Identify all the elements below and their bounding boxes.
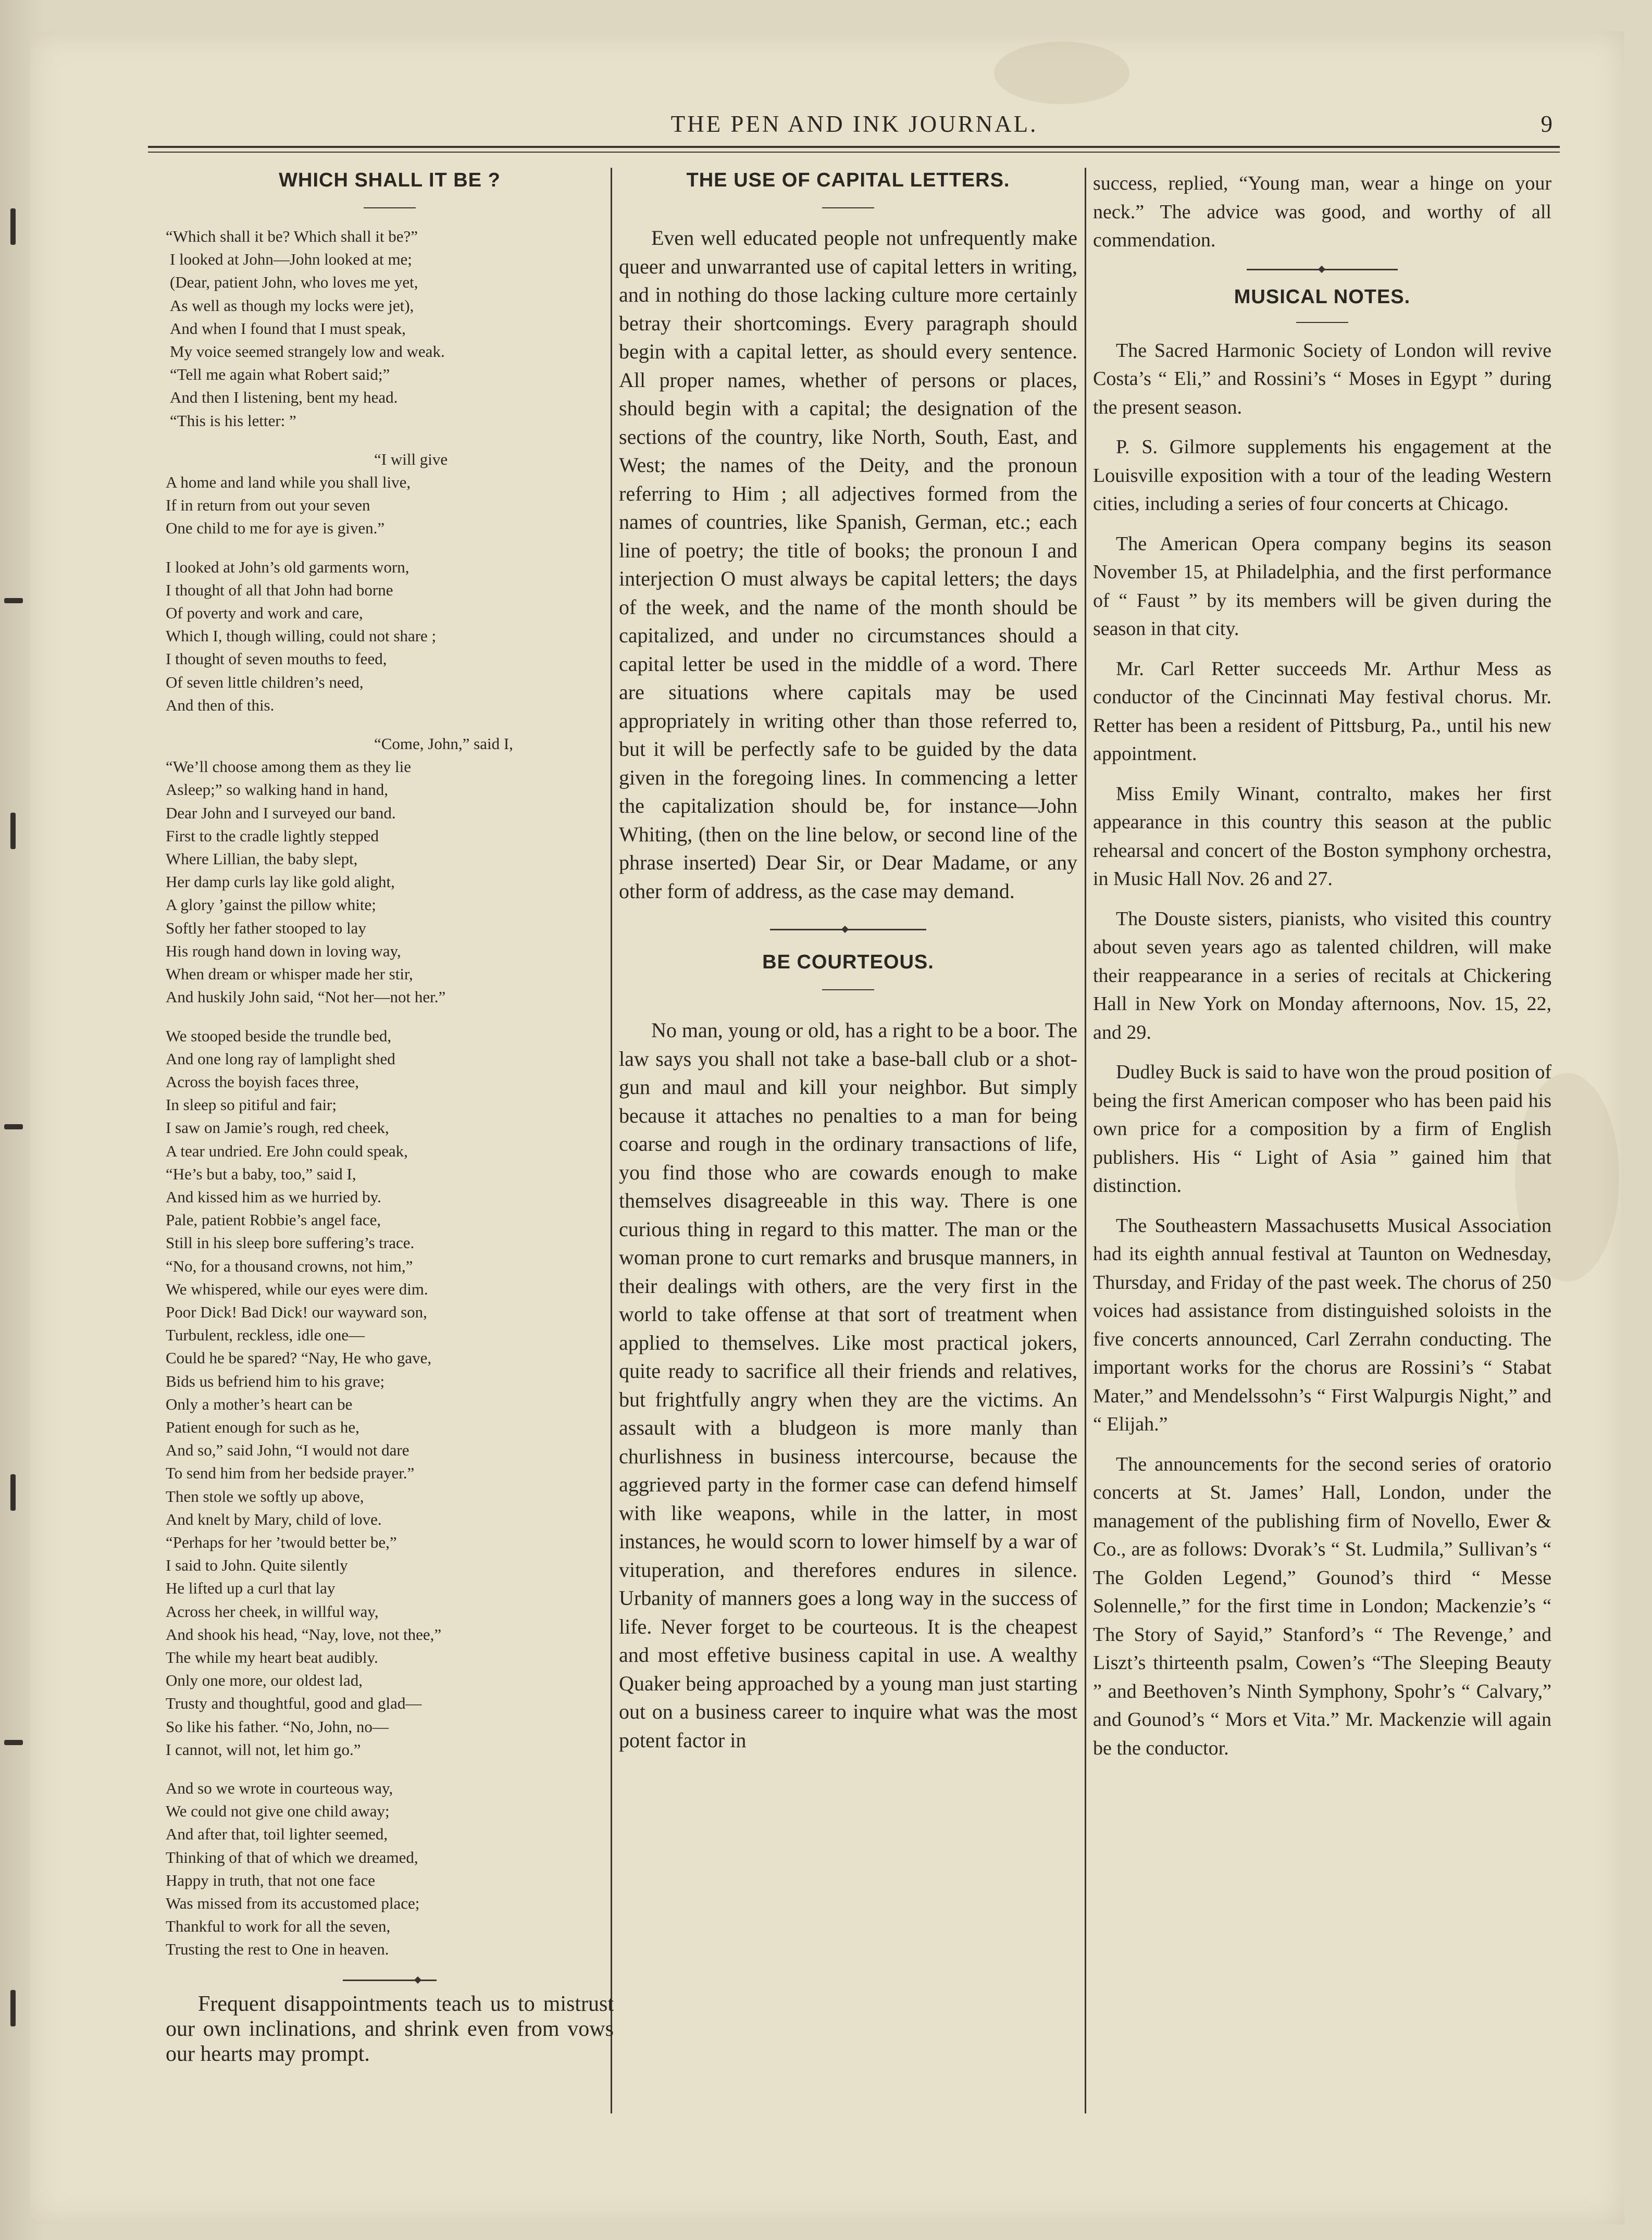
poem-line: “We’ll choose among them as they lie (166, 757, 411, 776)
closing-quote: Frequent disappointments teach us to mistrust our own inclinations, and shrink even from vows our hearts may prompt. (166, 1992, 614, 2066)
poem-line: As well as though my locks were jet), (170, 296, 414, 315)
poem-line: And shook his head, “Nay, love, not thee,” (166, 1625, 442, 1644)
poem-line: Was missed from its accustomed place; (166, 1894, 420, 1913)
poem-line: Patient enough for such as he, (166, 1417, 359, 1436)
poem-line: And huskily John said, “Not her—not her.” (166, 988, 446, 1006)
poem-stanza (166, 225, 614, 432)
poem-line: We stooped beside the trundle bed, (166, 1026, 392, 1045)
poem-line: When dream or whisper made her stir, (166, 965, 413, 984)
poem-line: The while my heart beat audibly. (166, 1648, 378, 1666)
poem-line: If in return from out your seven (166, 496, 370, 515)
courteous-continuation: success, replied, “Young man, wear a hinge on your neck.” The advice was good, and worthy of all commendation. (1093, 172, 1551, 251)
paper-stain (994, 42, 1129, 104)
musical-notes-title: MUSICAL NOTES. (1234, 285, 1411, 308)
poem-line: To send him from her bedside prayer.” (166, 1464, 415, 1483)
poem-line: Trusting the rest to One in heaven. (166, 1940, 389, 1959)
poem-line: Could he be spared? “Nay, He who gave, (166, 1349, 432, 1367)
title-rule (364, 207, 416, 208)
capital-letters-title: THE USE OF CAPITAL LETTERS. (686, 169, 1010, 191)
capital-letters-body: Even well educated people not unfrequently make queer and unwarranted use of capital letters in writing, and in nothing do those lacking culture more certainly betray their shortcomings. Every paragraph should begin with a capital letter, as should every sentence. All proper names, whether of persons or places, should begin with a capital; the designation of the sections of the country, like North, South, East, and West; the names of the Deity, and the pronoun referring to Him ; all adjectives formed from the names of countries, like Spanish, German, etc.; each line of poetry; the title of books; the pronoun I and interjection O must always be capital letters; the days of the week, and the name of the month should be capitalized, and under no circumstances should a capital letter be used in the middle of a word. There are situations where capitals may be used appropriately in writing other than those referred to, but it will be perfectly safe to be guided by the data given in the foregoing lines. In commencing a letter the capitalization should be, for instance—John Whiting, (then on the line below, or second line of the phrase inserted) Dear Sir, or Dear Madame, or any other form of address, as the case may demand. (619, 226, 1077, 903)
running-head (156, 110, 1552, 142)
poem-line: Across the boyish faces three, (166, 1072, 359, 1091)
poem-line: I thought of seven mouths to feed, (166, 650, 387, 668)
poem-line: One child to me for aye is given.” (166, 519, 385, 538)
poem-line: He lifted up a curl that lay (166, 1579, 336, 1598)
poem-line: And kissed him as we hurried by. (166, 1187, 381, 1206)
poem-line: “Which shall it be? Which shall it be?” (166, 227, 418, 245)
poem-line: And then of this. (166, 695, 275, 714)
musical-note: Dudley Buck is said to have won the proud position of being the first American composer who has been paid his own price for a composition by a firm of English publishers. His “ Light of Asia ” gained him that distinction. (1093, 1061, 1551, 1197)
poem-line: I cannot, will not, let him go.” (166, 1740, 361, 1759)
binding-stitch (4, 598, 23, 603)
poem-line: We could not give one child away; (166, 1802, 390, 1821)
poem-line: Happy in truth, that not one face (166, 1871, 376, 1889)
poem-line: “Come, John,” said I, (374, 735, 513, 753)
poem-line: Where Lillian, the baby slept, (166, 850, 358, 868)
binding-stitch (4, 1740, 23, 1745)
poem-stanza (166, 1025, 614, 1762)
poem-line: Then stole we softly up above, (166, 1487, 364, 1505)
poem-line: “Perhaps for her ’twould better be,” (166, 1533, 397, 1551)
poem-line: Which I, though willing, could not share ; (166, 627, 437, 645)
binding-stitch (10, 1474, 16, 1511)
page-number: 9 (1541, 111, 1552, 137)
poem-line: His rough hand down in loving way, (166, 941, 401, 960)
poem-line: Of poverty and work and care, (166, 604, 363, 623)
be-courteous-title: BE COURTEOUS. (762, 951, 934, 973)
poem-stanza (166, 1777, 614, 1961)
musical-note: The Southeastern Massachusetts Musical Association had its eighth annual festival at Taunton on Wednesday, Thursday, and Friday of the past week. The chorus of 250 voices had assistance from distinguished soloists in the five concerts announced, Carl Zerrahn conducting. The important works for the chorus are Rossini’s “ Stabat Mater,” and Mendelssohn’s “ First Walpurgis Night,” and “ Elijah.” (1093, 1214, 1551, 1435)
poem-line: I thought of all that John had borne (166, 580, 393, 599)
poem-stanza (166, 556, 614, 717)
poem-line: “He’s but a baby, too,” said I, (166, 1164, 356, 1183)
poem-line: Thankful to work for all the seven, (166, 1917, 391, 1936)
binding-stitch (4, 1124, 23, 1129)
section-ornament (343, 1977, 437, 1983)
be-courteous-body: No man, young or old, has a right to be a boor. The law says you shall not take a base-ball club or a shot-gun and maul and kill your neighbor. But simply because it attaches no penalties to a man for being coarse and rough in the ordinary transactions of life, you find those who are cowards enough to make themselves disagreeable in this way. There is one curious thing in regard to this matter. The man or the woman prone to curt remarks and brusque manners, in their dealings with others, are the very first in the world to take offense at that sort of treatment when applied to themselves. Like most practical jokers, quite ready to sacrifice all their friends and relatives, but frightfully angry when they are the victims. An assault with a bludgeon is more manly than churlishness in business intercourse, because the aggrieved party in the former case can defend himself with like weapons, while in the latter, in most instances, he would scorn to lower himself by a war of vituperation, and therefores endures in silence. Urbanity of manners goes a long way in the success of life. Never forget to be courteous. It is the cheapest and most effetive business capital in use. A wealthy Quaker being approached by a young man just starting out on a business career to inquire what was the most potent factor in (619, 1018, 1078, 1752)
poem-line: Poor Dick! Bad Dick! our wayward son, (166, 1302, 427, 1321)
poem-line: I looked at John—John looked at me; (170, 250, 412, 269)
poem-line: “I will give (374, 450, 448, 468)
poem-line: I looked at John’s old garments worn, (166, 557, 409, 576)
binding-stitch (10, 1990, 16, 2026)
title-rule (822, 989, 874, 990)
poem-line: A glory ’gainst the pillow white; (166, 895, 376, 914)
title-rule (1296, 322, 1348, 323)
musical-notes-list (1093, 337, 1551, 1763)
poem-line: “No, for a thousand crowns, not him,” (166, 1256, 413, 1275)
poem-line: Pale, patient Robbie’s angel face, (166, 1211, 381, 1229)
header-rule (148, 146, 1560, 148)
poem-line: A tear undried. Ere John could speak, (166, 1141, 408, 1160)
poem-line: Trusty and thoughtful, good and glad— (166, 1694, 422, 1713)
musical-note: The Sacred Harmonic Society of London will revive Costa’s “ Eli,” and Rossini’s “ Moses in Egypt ” during the present season. (1093, 339, 1551, 418)
poem-title: WHICH SHALL IT BE ? (279, 169, 501, 191)
poem-line: And knelt by Mary, child of love. (166, 1510, 382, 1528)
musical-note: The Douste sisters, pianists, who visited this country about seven years ago as talented children, will make their reappearance in a series of recitals at Chickering Hall in New York on Monday afternoons, Nov. 15, 22, and 29. (1093, 907, 1551, 1043)
poem-line: Only a mother’s heart can be (166, 1395, 353, 1413)
musical-note: Mr. Carl Retter succeeds Mr. Arthur Mess as conductor of the Cincinnati May festival chorus. Mr. Retter has been a resident of Pittsburg, Pa., until his new appointment. (1093, 657, 1551, 765)
column-music (1093, 169, 1551, 1774)
musical-note: P. S. Gilmore supplements his engagement at the Louisville exposition with a tour of the leading Western cities, including a series of four concerts at Chicago. (1093, 436, 1551, 515)
poem-line: Asleep;” so walking hand in hand, (166, 780, 389, 799)
poem-line: I saw on Jamie’s rough, red cheek, (166, 1118, 389, 1137)
poem-line: Across her cheek, in willful way, (166, 1602, 379, 1621)
column-articles (619, 169, 1077, 1754)
poem-line: So like his father. “No, John, no— (166, 1717, 389, 1736)
poem-line: Of seven little children’s need, (166, 673, 364, 691)
musical-note: The announcements for the second series of oratorio concerts at St. James’ Hall, London, under the management of the publishing firm of Novello, Ewer & Co., are as follows: Dvorak’s “ St. Ludmila,” Sullivan’s “ The Golden Legend,” Gounod’s third “ Messe Solennelle,” for the first time in London; Mackenzie’s “ The Story of Sayid,” Stanford’s “ The Revenge,’ and Liszt’s thirteenth psalm, Cowen’s “The Sleeping Beauty ” and Beethoven’s Ninth Symphony, Spohr’s “ Calvary,” and Gounod’s “ Mors et Vita.” Mr. Mackenzie will again be the conductor. (1093, 1453, 1551, 1759)
poem-line: (Dear, patient John, who loves me yet, (170, 273, 418, 292)
column-poem (166, 169, 614, 2067)
section-ornament (1247, 266, 1398, 272)
poem-line: I said to John. Quite silently (166, 1556, 348, 1575)
section-ornament (770, 926, 926, 932)
poem-line: And after that, toil lighter seemed, (166, 1825, 388, 1844)
poem-line: Dear John and I surveyed our band. (166, 803, 396, 822)
poem-line: And so we wrote in courteous way, (166, 1779, 393, 1797)
poem-line: We whispered, while our eyes were dim. (166, 1279, 428, 1298)
poem-stanza (166, 448, 614, 540)
poem-line: My voice seemed strangely low and weak. (170, 342, 445, 361)
poem-stanza (166, 732, 614, 1009)
header-rule (148, 152, 1560, 153)
poem-line: Turbulent, reckless, idle one— (166, 1326, 365, 1345)
poem-body (166, 225, 614, 1961)
binding-stitch (10, 208, 16, 245)
poem-line: Bids us befriend him to his grave; (166, 1372, 385, 1390)
journal-title: THE PEN AND INK JOURNAL. (670, 111, 1038, 137)
poem-line: In sleep so pitiful and fair; (166, 1096, 337, 1114)
poem-line: “Tell me again what Robert said;” (170, 365, 390, 384)
musical-note: The American Opera company begins its season November 15, at Philadelphia, and the first performance of “ Faust ” by its members will be given during the season in that city. (1093, 532, 1551, 640)
musical-note: Miss Emily Winant, contralto, makes her first appearance in this country this season at the public rehearsal and concert of the Boston symphony orchestra, in Music Hall Nov. 26 and 27. (1093, 782, 1551, 890)
poem-line: Only one more, our oldest lad, (166, 1671, 363, 1690)
poem-line: First to the cradle lightly stepped (166, 826, 379, 845)
poem-line: “This is his letter: ” (170, 411, 296, 430)
poem-line: Her damp curls lay like gold alight, (166, 873, 395, 891)
poem-line: Thinking of that of which we dreamed, (166, 1848, 418, 1866)
poem-line: And then I listening, bent my head. (170, 388, 398, 407)
poem-line: And so,” said John, “I would not dare (166, 1441, 409, 1460)
binding-stitch (10, 813, 16, 849)
column-divider (1085, 168, 1086, 2113)
poem-line: And one long ray of lamplight shed (166, 1049, 395, 1068)
poem-line: And when I found that I must speak, (170, 319, 406, 338)
poem-line: A home and land while you shall live, (166, 473, 411, 492)
poem-line: Still in his sleep bore suffering’s trace. (166, 1234, 415, 1252)
poem-line: Softly her father stooped to lay (166, 918, 366, 937)
title-rule (822, 207, 874, 208)
